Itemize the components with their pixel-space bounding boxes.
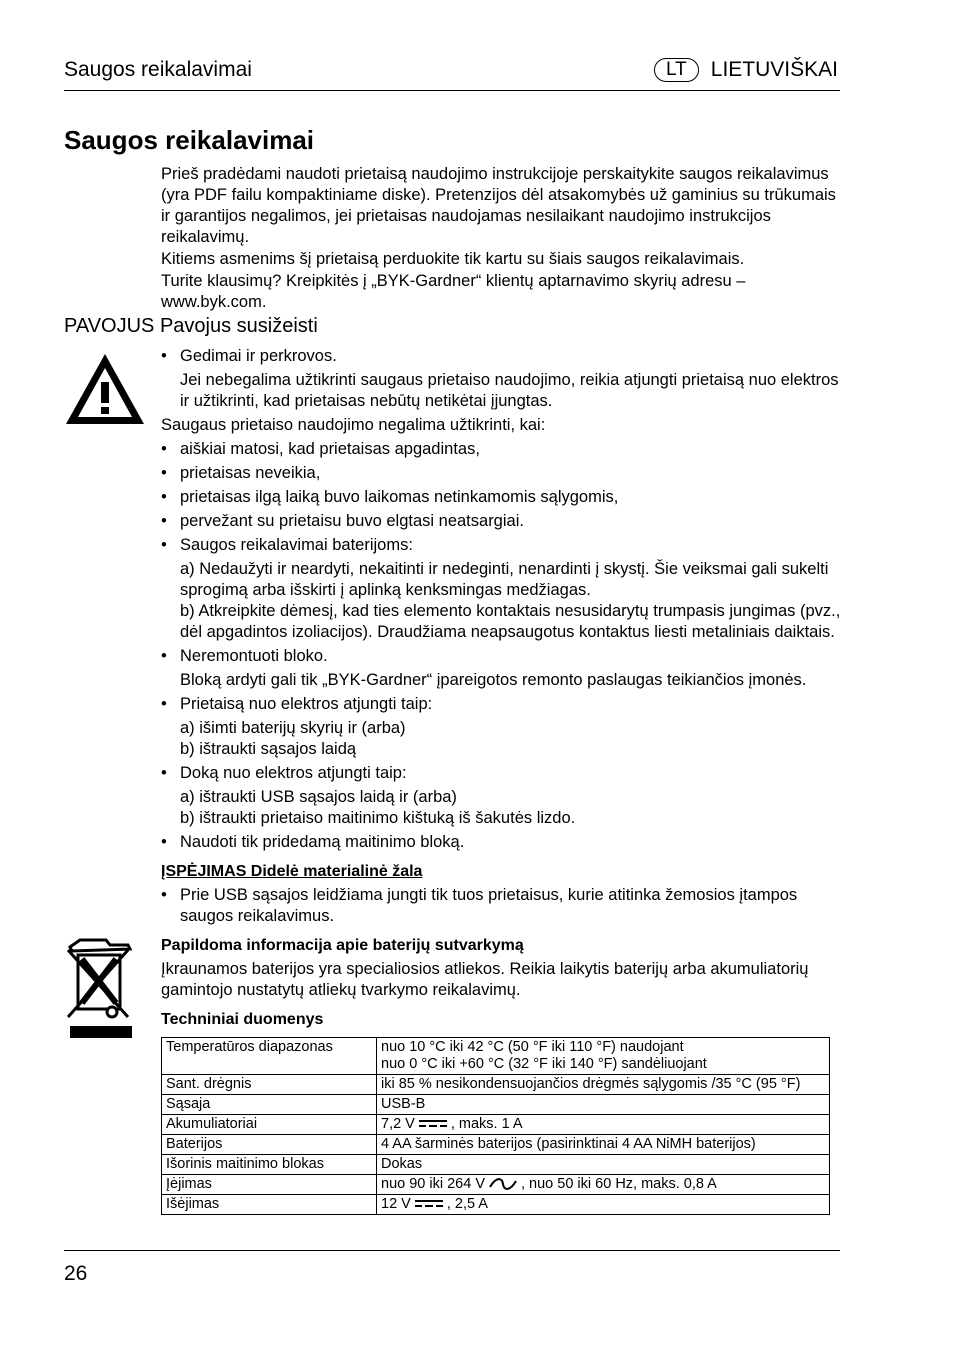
crossed-out-bin-icon — [66, 937, 132, 1041]
condition-item: pervežant su prietaisu buvo elgtasi neatsargiai. — [180, 512, 524, 530]
dock-disconnect-heading: Doką nuo elektros atjungti taip: — [180, 764, 407, 782]
footer-divider — [64, 1250, 840, 1251]
table-cell-value — [377, 1175, 830, 1195]
header-divider — [64, 90, 840, 91]
battery-safety-heading: Saugos reikalavimai baterijoms: — [180, 536, 413, 554]
table-row — [162, 1175, 830, 1195]
intro-paragraph: Kitiems asmenims šį prietaisą perduokite tik kartu su šiais saugos reikalavimais. — [161, 250, 745, 268]
accu-current: , maks. 1 A — [450, 1116, 523, 1132]
dc-symbol-icon — [414, 1199, 444, 1209]
table-row — [162, 1115, 830, 1135]
output-current: , 2,5 A — [446, 1196, 488, 1212]
safety-content — [161, 346, 841, 1215]
intro-paragraph: Turite klausimų? Kreipkitės į „BYK-Gardner“ klientų aptarnavimo skyrių adresu – www.byk.com. — [161, 272, 746, 311]
table-row — [162, 1038, 830, 1075]
input-voltage: nuo 90 iki 264 V — [381, 1176, 485, 1192]
temp-operating: nuo 10 °C iki 42 °C (50 °F iki 110 °F) naudojant — [381, 1039, 684, 1055]
table-cell-label: Baterijos — [162, 1135, 377, 1155]
output-voltage: 12 V — [381, 1196, 411, 1212]
dock-step-b: b) ištraukti prietaiso maitinimo kištuką iš šakutės lizdo. — [180, 809, 576, 827]
table-row — [162, 1195, 830, 1215]
table-cell-value — [377, 1038, 830, 1075]
list-item: • pervežant su prietaisu buvo elgtasi neatsargiai. — [161, 512, 524, 530]
table-cell-value: iki 85 % nesikondensuojančios drėgmės sąlygomis /35 °C (95 °F) — [377, 1075, 830, 1095]
list-item: • Prietaisą nuo elektros atjungti taip: — [161, 695, 433, 713]
table-cell-label: Išorinis maitinimo blokas — [162, 1155, 377, 1175]
table-row — [162, 1095, 830, 1115]
warning-triangle-icon — [64, 352, 146, 426]
list-item: • prietaisas ilgą laiką buvo laikomas netinkamomis sąlygomis, — [161, 488, 619, 506]
temp-storage: nuo 0 °C iki +60 °C (32 °F iki 140 °F) sandėliuojant — [381, 1056, 707, 1072]
list-item: • Doką nuo elektros atjungti taip: — [161, 764, 407, 782]
bullet-faults: Gedimai ir perkrovos. — [180, 347, 337, 365]
tech-data-table — [161, 1037, 830, 1215]
table-row — [162, 1075, 830, 1095]
faults-note: Jei nebegalima užtikrinti saugaus prietaiso naudojimo, reikia atjungti prietaisą nuo elektros ir užtikrinti, kad prietaisas nebūtų netikėtai įjungtas. — [180, 371, 839, 410]
table-cell-value: 4 AA šarminės baterijos (pasirinktinai 4 AA NiMH baterijos) — [377, 1135, 830, 1155]
table-cell-label: Akumuliatoriai — [162, 1115, 377, 1135]
list-item: • Neremontuoti bloko. — [161, 647, 328, 665]
battery-disposal-heading: Papildoma informacija apie baterijų sutvarkymą — [161, 937, 524, 954]
dock-step-a: a) ištraukti USB sąsajos laidą ir (arba) — [180, 788, 457, 806]
accu-voltage: 7,2 V — [381, 1116, 415, 1132]
table-cell-value — [377, 1195, 830, 1215]
input-frequency: , nuo 50 iki 60 Hz, maks. 0,8 A — [521, 1176, 717, 1192]
table-cell-value: Dokas — [377, 1155, 830, 1175]
intro-paragraph: Prieš pradėdami naudoti prietaisą naudojimo instrukcijoje perskaitykite saugos reikalavimus (yra PDF failu kompaktiniame diske). Pretenzijos dėl atsakomybės už gaminius su trūkumais ir garantijos negalimos, jei prietaisas naudojamas nesilaikant naudojimo instrukcijos reikalavimų. — [161, 165, 836, 246]
header-section-title: Saugos reikalavimai — [64, 58, 252, 81]
table-cell-value — [377, 1115, 830, 1135]
table-cell-label: Temperatūros diapazonas — [162, 1038, 377, 1075]
page-title: Saugos reikalavimai — [64, 125, 315, 155]
disconnect-heading: Prietaisą nuo elektros atjungti taip: — [180, 695, 433, 713]
intro-text — [161, 164, 841, 314]
table-cell-label: Išėjimas — [162, 1195, 377, 1215]
header-language — [654, 58, 838, 82]
list-item: • aiškiai matosi, kad prietaisas apgadintas, — [161, 440, 480, 458]
warning-heading: ĮSPĖJIMAS Didelė materialinė žala — [161, 863, 423, 880]
battery-rule-b: b) Atkreipkite dėmesį, kad ties elemento kontaktais nesusidarytų trumpasis jungimas (pvz., dėl apgadintos izoliacijos). Draudžiama neapsaugotus kontaktus liesti metaliniais daiktais. — [180, 602, 841, 641]
list-item: • Gedimai ir perkrovos. — [161, 347, 337, 365]
list-item: • Naudoti tik pridedamą maitinimo bloką. — [161, 833, 465, 851]
repair-item: Neremontuoti bloko. — [180, 647, 328, 665]
condition-item: prietaisas neveikia, — [180, 464, 321, 482]
battery-disposal-text: Įkraunamos baterijos yra specialiosios atliekos. Reikia laikytis baterijų arba akumuliatorių gamintojo nustatytų atliekų tvarkymo reikalavimų. — [161, 960, 809, 999]
condition-item: prietaisas ilgą laiką buvo laikomas netinkamomis sąlygomis, — [180, 488, 619, 506]
disconnect-step-b: b) ištraukti sąsajos laidą — [180, 740, 357, 758]
tech-data-heading: Techniniai duomenys — [161, 1011, 324, 1028]
language-code-badge: LT — [654, 58, 699, 82]
list-item: • prietaisas neveikia, — [161, 464, 321, 482]
usb-warning-item: Prie USB sąsajos leidžiama jungti tik tuos prietaisus, kurie atitinka žemosios įtampos saugos reikalavimus. — [180, 886, 798, 925]
disconnect-step-a: a) išimti baterijų skyrių ir (arba) — [180, 719, 406, 737]
table-cell-label: Sąsaja — [162, 1095, 377, 1115]
table-cell-value: USB-B — [377, 1095, 830, 1115]
page-number: 26 — [64, 1262, 88, 1285]
list-item: • Saugos reikalavimai baterijoms: — [161, 536, 413, 554]
condition-item: aiškiai matosi, kad prietaisas apgadintas, — [180, 440, 480, 458]
psu-item: Naudoti tik pridedamą maitinimo bloką. — [180, 833, 465, 851]
repair-note: Bloką ardyti gali tik „BYK-Gardner“ įpareigotos remonto paslaugas teikiančios įmonės. — [180, 671, 807, 689]
language-name: LIETUVIŠKAI — [710, 58, 838, 81]
table-row — [162, 1155, 830, 1175]
dc-symbol-icon — [418, 1119, 448, 1129]
battery-rule-a: a) Nedaužyti ir neardyti, nekaitinti ir nedeginti, nenardinti į skystį. Šie veiksmai gali sukelti sprogimą arba išskirti į aplinką kenksmingas medžiagas. — [180, 560, 829, 599]
ac-symbol-icon — [488, 1178, 518, 1190]
table-cell-label: Įėjimas — [162, 1175, 377, 1195]
table-cell-label: Sant. drėgnis — [162, 1075, 377, 1095]
unsafe-conditions-intro: Saugaus prietaiso naudojimo negalima užtikrinti, kai: — [161, 416, 546, 434]
danger-heading: PAVOJUS Pavojus susižeisti — [64, 315, 318, 337]
table-row — [162, 1135, 830, 1155]
list-item: • Prie USB sąsajos leidžiama jungti tik tuos prietaisus, kurie atitinka žemosios įtampos saugos reikalavimus. — [161, 885, 841, 927]
